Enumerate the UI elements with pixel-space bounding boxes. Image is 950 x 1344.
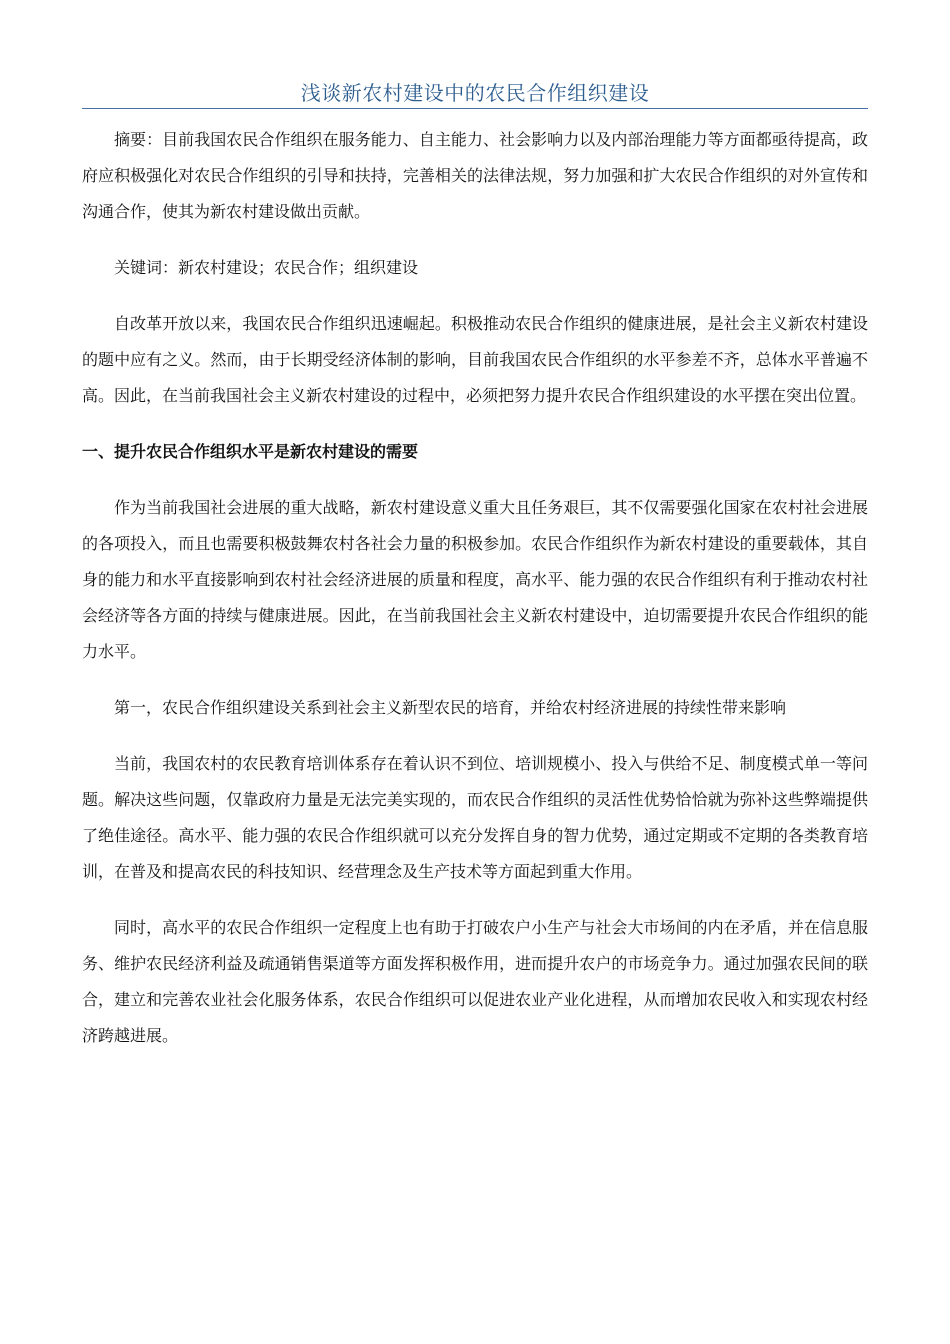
section-heading: 一、提升农民合作组织水平是新农村建设的需要 [82,442,419,461]
body-paragraph: 当前，我国农村的农民教育培训体系存在着认识不到位、培训规模小、投入与供给不足、制度模式单一等问题。解决这些问题，仅靠政府力量是无法完美实现的，而农民合作组织的灵活性优势恰恰就为弥补这些弊端提供了绝佳途径。高水平、能力强的农民合作组织就可以充分发挥自身的智力优势，通过定期或不定期的各类教育培训，在普及和提高农民的科技知识、经营理念及生产技术等方面起到重大作用。 [82,754,868,881]
body-paragraph: 第一，农民合作组织建设关系到社会主义新型农民的培育，并给农村经济进展的持续性带来影响 [114,698,787,717]
body-paragraph: 作为当前我国社会进展的重大战略，新农村建设意义重大且任务艰巨，其不仅需要强化国家在农村社会进展的各项投入，而且也需要积极鼓舞农村各社会力量的积极参加。农民合作组织作为新农村建设的重要载体，其自身的能力和水平直接影响到农村社会经济进展的质量和程度，高水平、能力强的农民合作组织有利于推动农村社会经济等各方面的持续与健康进展。因此，在当前我国社会主义新农村建设中，迫切需要提升农民合作组织的能力水平。 [82,498,868,661]
keywords-paragraph: 关键词：新农村建设；农民合作；组织建设 [114,258,419,277]
body-paragraph: 同时，高水平的农民合作组织一定程度上也有助于打破农户小生产与社会大市场间的内在矛盾，并在信息服务、维护农民经济利益及疏通销售渠道等方面发挥积极作用，进而提升农户的市场竞争力。通过加强农民间的联合，建立和完善农业社会化服务体系，农民合作组织可以促进农业产业化进程，从而增加农民收入和实现农村经济跨越进展。 [82,918,868,1045]
document-title: 浅谈新农村建设中的农民合作组织建设 [300,81,650,105]
document-body [82,122,868,1074]
intro-paragraph: 自改革开放以来，我国农民合作组织迅速崛起。积极推动农民合作组织的健康进展，是社会主义新农村建设的题中应有之义。然而，由于长期受经济体制的影响，目前我国农民合作组织的水平参差不齐，总体水平普遍不高。因此，在当前我国社会主义新农村建设的过程中，必须把努力提升农民合作组织建设的水平摆在突出位置。 [82,314,868,405]
title-underline [82,108,868,109]
abstract-paragraph: 摘要：目前我国农民合作组织在服务能力、自主能力、社会影响力以及内部治理能力等方面都亟待提高，政府应积极强化对农民合作组织的引导和扶持，完善相关的法律法规，努力加强和扩大农民合作组织的对外宣传和沟通合作，使其为新农村建设做出贡献。 [82,130,868,221]
